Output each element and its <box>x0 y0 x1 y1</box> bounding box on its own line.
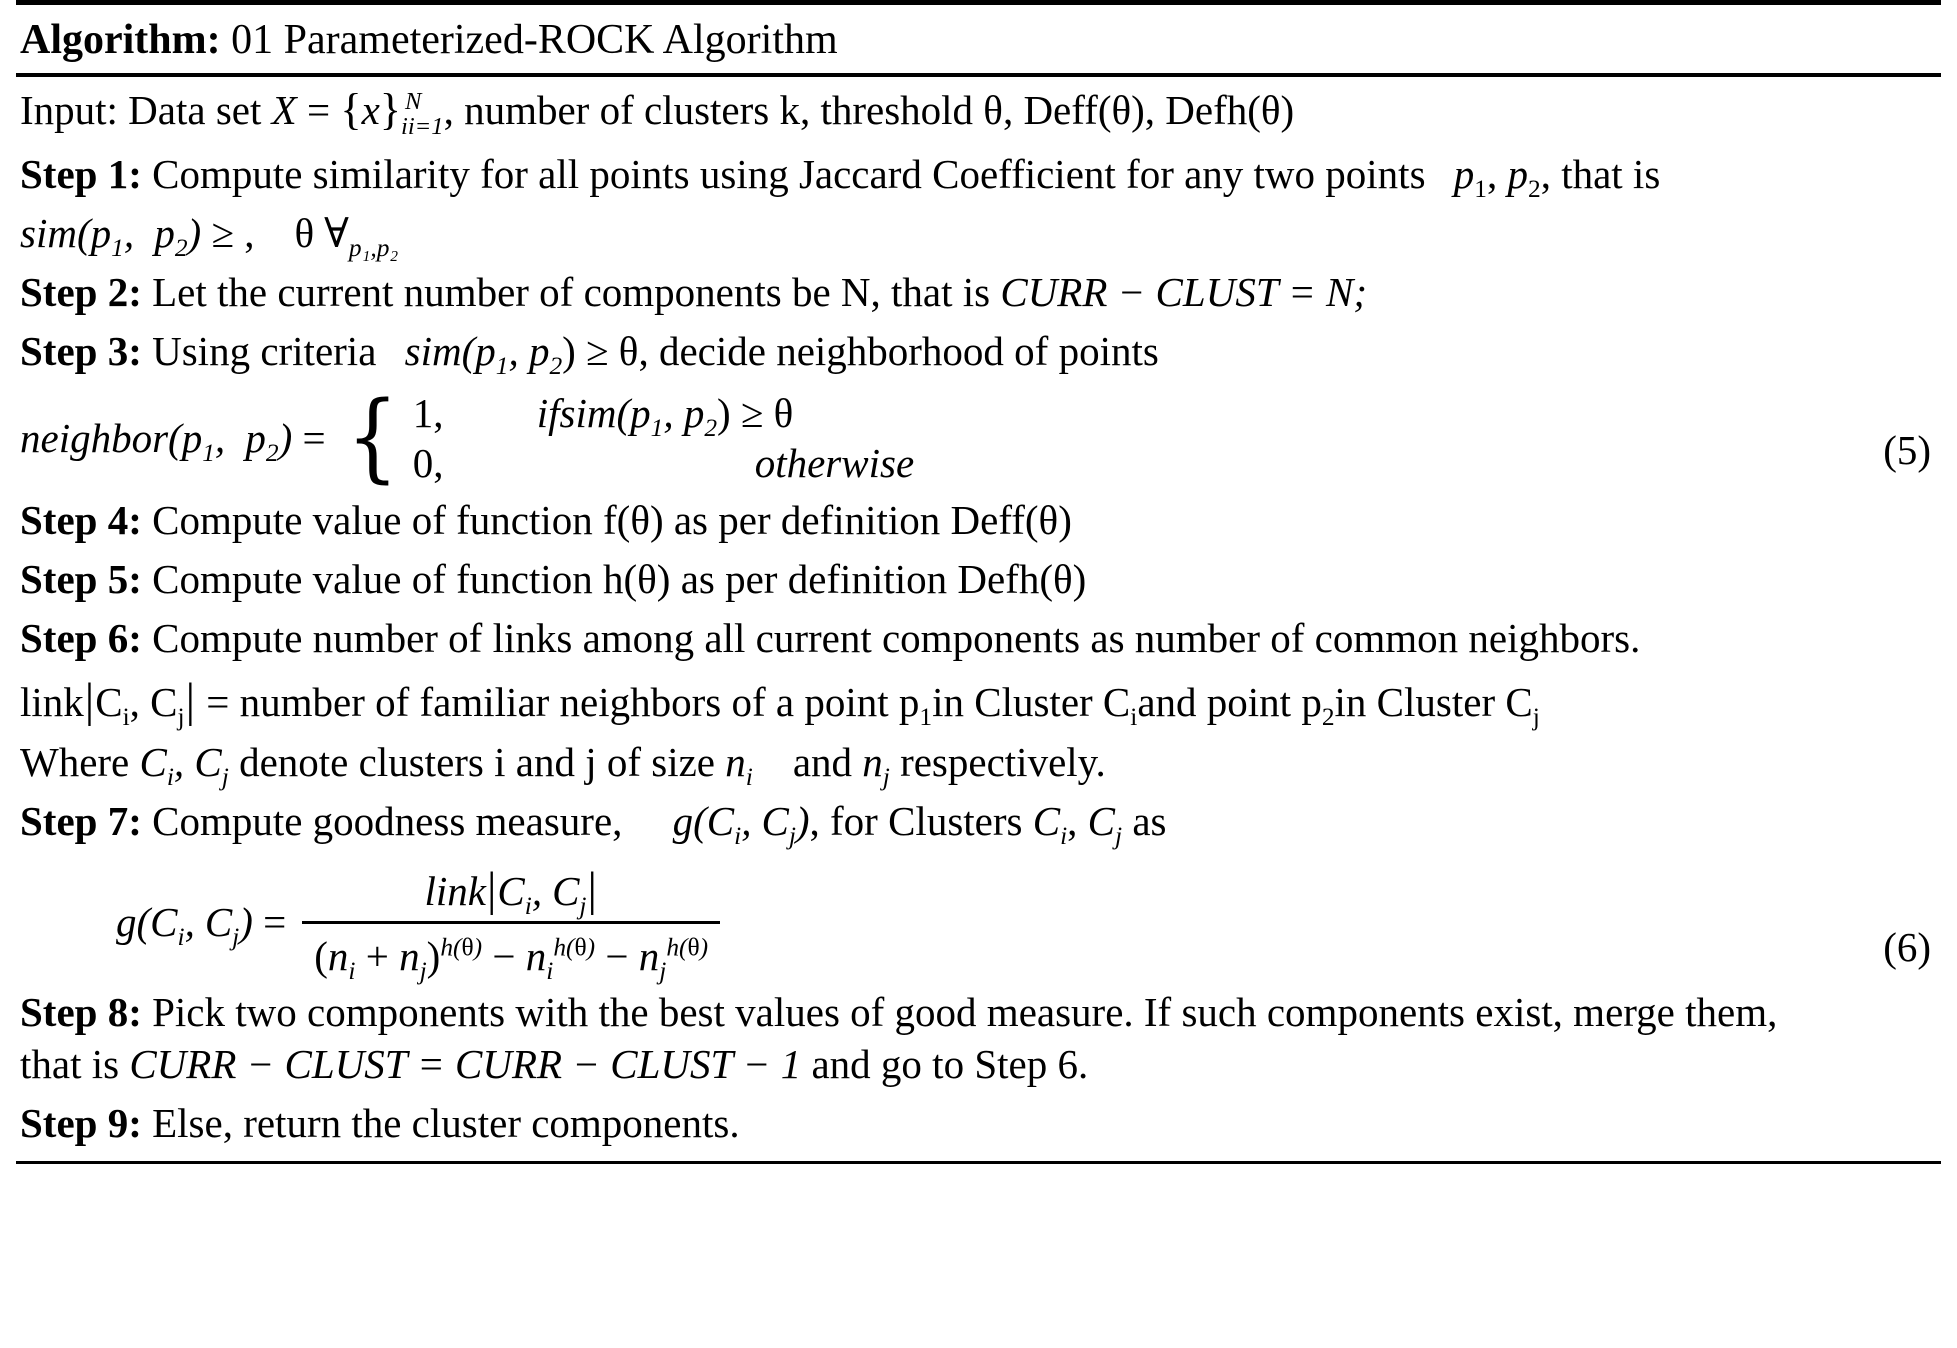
link-in1: in Cluster <box>932 678 1103 725</box>
step-8-label: Step 8: <box>20 989 142 1036</box>
eq5-p1-sub: 1 <box>202 439 215 468</box>
eq5-lhs <box>20 414 326 468</box>
eq5-case-1 <box>412 388 914 442</box>
step-1-p1: p <box>1453 151 1475 198</box>
eq6-lhs: $g(C_i$, $C_j$) = <box>116 898 287 951</box>
equation-5-number: (5) <box>1883 426 1931 473</box>
where-end: respectively. <box>889 739 1106 786</box>
where-nj-sub: j <box>882 763 890 792</box>
step-3-sim-mid: , p <box>508 327 550 374</box>
sim-open-paren: ( <box>76 210 91 257</box>
set-open-brace: { <box>340 85 362 134</box>
eq5-fn: neighbor <box>20 414 169 461</box>
eq5-c1-mid: , p <box>663 389 705 436</box>
sim-theta: θ <box>294 210 315 257</box>
input-line <box>20 85 1937 139</box>
link-cj-sub: j <box>177 702 185 731</box>
sim-p1: p <box>90 210 112 257</box>
step-5-text: Compute value of function h(θ) as per definition Defh(θ) <box>141 555 1087 602</box>
eq5-c1-sub2: 2 <box>704 414 718 442</box>
set-var-x: x <box>361 87 380 133</box>
step-4-line <box>20 498 1937 544</box>
link-ci-sub: i <box>122 702 130 731</box>
input-rest: , number of clusters k, threshold θ, Deff(θ), Defh(θ) <box>443 87 1295 133</box>
link-bar-open: | <box>84 674 95 727</box>
eq5-p1: p <box>181 414 203 461</box>
step-6-text: Compute number of links among all current components as number of common neighbors. <box>141 614 1641 661</box>
link-sep: , <box>129 678 151 725</box>
link-ci2: C <box>1102 678 1131 725</box>
step-8-text: Pick two components with the best values of good measure. If such components exist, merge them, <box>141 989 1778 1036</box>
input-superscript-N: N <box>405 88 422 115</box>
sim-comma: , <box>123 210 145 257</box>
eq5-case2-value: 0, <box>412 439 444 486</box>
eq5-cases <box>413 388 914 488</box>
step-4-label: Step 4: <box>20 496 142 543</box>
step-7-text: Compute goodness measure, <box>141 798 633 845</box>
input-var-X: X <box>271 87 297 133</box>
link-in2: in Cluster <box>1334 678 1506 725</box>
link-definition-line <box>20 674 1937 731</box>
link-and: and point <box>1137 678 1302 725</box>
where-prefix: Where <box>20 739 140 786</box>
link-fn: link <box>20 678 84 725</box>
where-ci-sub: i <box>166 763 174 792</box>
step-9-text: Else, return the cluster components. <box>141 1100 740 1146</box>
step-1-text: Compute similarity for all points using Jaccard Coefficient for any two points <box>141 151 1436 198</box>
eq5-comma: , <box>214 414 236 461</box>
step-5-line <box>20 557 1937 603</box>
step-3-text-after: , decide neighborhood of points <box>638 327 1159 374</box>
forall-icon: ∀ <box>324 210 349 257</box>
equation-5 <box>20 381 1937 494</box>
where-cj-sub: j <box>221 763 229 792</box>
where-line <box>20 739 1937 792</box>
link-p2-sub: 2 <box>1321 702 1335 731</box>
eq5-case1-condition <box>505 388 794 442</box>
step-1-p2: p <box>1507 151 1528 198</box>
step-3-sim-pre: sim(p <box>404 327 496 374</box>
eq5-close: ) <box>278 414 293 461</box>
link-p1-sub: 1 <box>919 702 933 731</box>
step-1-p1-sub: 1 <box>1474 175 1487 204</box>
step-8-line-2 <box>20 1042 1937 1088</box>
eq5-open: ( <box>168 414 182 461</box>
step-8-line2-math: CURR − CLUST = CURR − CLUST − 1 <box>129 1041 802 1088</box>
where-ni-sub: i <box>745 763 753 792</box>
step-3-text: Using criteria <box>141 327 387 374</box>
eq6-numerator: $link|C_i$, $C_j|$ <box>424 864 597 921</box>
step-7-text-after: , for Clusters $C_i$, $C_j$ as <box>809 798 1167 851</box>
step-5-label: Step 5: <box>20 555 142 602</box>
eq5-equals: = <box>292 414 326 461</box>
sim-close-paren: ) <box>187 210 202 257</box>
step-8-line2-prefix: that is <box>20 1041 130 1088</box>
eq5-case1-value: 1, <box>412 389 444 436</box>
sim-function-name: sim <box>20 210 77 257</box>
input-equals: = <box>296 87 341 133</box>
where-cj: C <box>194 739 222 786</box>
eq5-p2: p <box>245 414 266 461</box>
algorithm-body <box>16 77 1941 1161</box>
step-8-line2-suffix: and go to Step 6. <box>801 1041 1089 1088</box>
step-1-comma: , <box>1487 151 1508 198</box>
equation-6-wrapper <box>20 863 1937 986</box>
step-4-text: Compute value of function f(θ) as per definition Deff(θ) <box>141 496 1072 543</box>
eq5-case-2 <box>413 438 914 488</box>
link-cj2-sub: j <box>1532 702 1540 731</box>
step-7-g-fn: $g(C_i$, $C_j$) <box>672 798 810 851</box>
step-3-sub2: 2 <box>549 352 563 381</box>
step-1-line <box>20 151 1937 204</box>
step-9-line <box>20 1101 1937 1147</box>
link-ci: C <box>95 678 123 725</box>
equation-6 <box>20 863 1937 986</box>
where-and: and <box>792 739 863 786</box>
eq5-c1-post: ) ≥ θ <box>717 389 794 436</box>
algorithm-title <box>16 5 1941 73</box>
link-cj2: C <box>1505 678 1533 725</box>
link-cj: C <box>150 678 178 725</box>
step-3-line <box>20 327 1937 381</box>
input-subscript-ii1: ii=1 <box>401 112 444 140</box>
cases-brace-icon: { <box>346 381 399 494</box>
link-p1: p <box>898 678 920 725</box>
step-7-label: Step 7: <box>20 798 142 845</box>
step-2-math: CURR − CLUST = N; <box>1000 269 1368 315</box>
link-bar-close: | <box>185 674 196 727</box>
link-equals-text: = number of familiar neighbors of a point <box>196 678 899 725</box>
step-2-line <box>20 270 1937 316</box>
step-3-sim-post: ) ≥ θ <box>562 327 639 374</box>
algorithm-title-label: Algorithm: <box>20 17 221 63</box>
input-prefix: Input: Data set <box>20 87 272 133</box>
eq5-case2-condition: otherwise <box>754 439 915 486</box>
link-ci2-sub: i <box>1130 702 1138 731</box>
step-1-tail: , that is <box>1540 151 1661 198</box>
link-p2: p <box>1301 678 1322 725</box>
step-7-line <box>20 798 1937 851</box>
sim-p1-sub: 1 <box>111 234 124 263</box>
set-close-brace: } <box>379 85 402 134</box>
step-1-label: Step 1: <box>20 151 142 198</box>
where-ci: C <box>139 739 167 786</box>
step-3-sub1: 1 <box>495 352 509 381</box>
step-9-label: Step 9: <box>20 1100 142 1146</box>
step-6-label: Step 6: <box>20 614 142 661</box>
forall-subscript: p₁,p₂ <box>348 234 399 263</box>
step-2-text: Let the current number of components be N, that is <box>141 269 1001 315</box>
eq6-fraction <box>302 863 720 986</box>
bottom-rule <box>16 1161 1941 1164</box>
sim-p2-sub: 2 <box>174 234 188 263</box>
where-ni: n <box>725 739 746 786</box>
equation-5-wrapper <box>20 381 1937 494</box>
eq5-p2-sub: 2 <box>265 439 279 468</box>
eq5-c1-sub1: 1 <box>650 414 664 442</box>
step-3-label: Step 3: <box>20 327 142 374</box>
sim-p2: p <box>154 210 175 257</box>
where-comma: , <box>173 739 195 786</box>
equation-6-number: (6) <box>1883 924 1931 971</box>
algorithm-title-text: 01 Parameterized-ROCK Algorithm <box>220 17 838 63</box>
step-6-line <box>20 616 1937 662</box>
step-2-label: Step 2: <box>20 269 142 315</box>
eq6-denominator: $(n_i + n_j)^{h(\theta)} - n_i^{h(\theta)} - n_j^{h(\theta)}$ <box>314 933 709 986</box>
where-mid: denote clusters i and j of size <box>228 739 726 786</box>
eq5-c1-pre: ifsim(p <box>536 389 651 436</box>
sim-relation: ≥ , <box>201 210 255 257</box>
step-8-line <box>20 990 1937 1036</box>
where-nj: n <box>862 739 883 786</box>
step-1-p2-sub: 2 <box>1528 175 1541 204</box>
algorithm-box <box>16 0 1941 1164</box>
sim-condition-line <box>20 210 1937 263</box>
